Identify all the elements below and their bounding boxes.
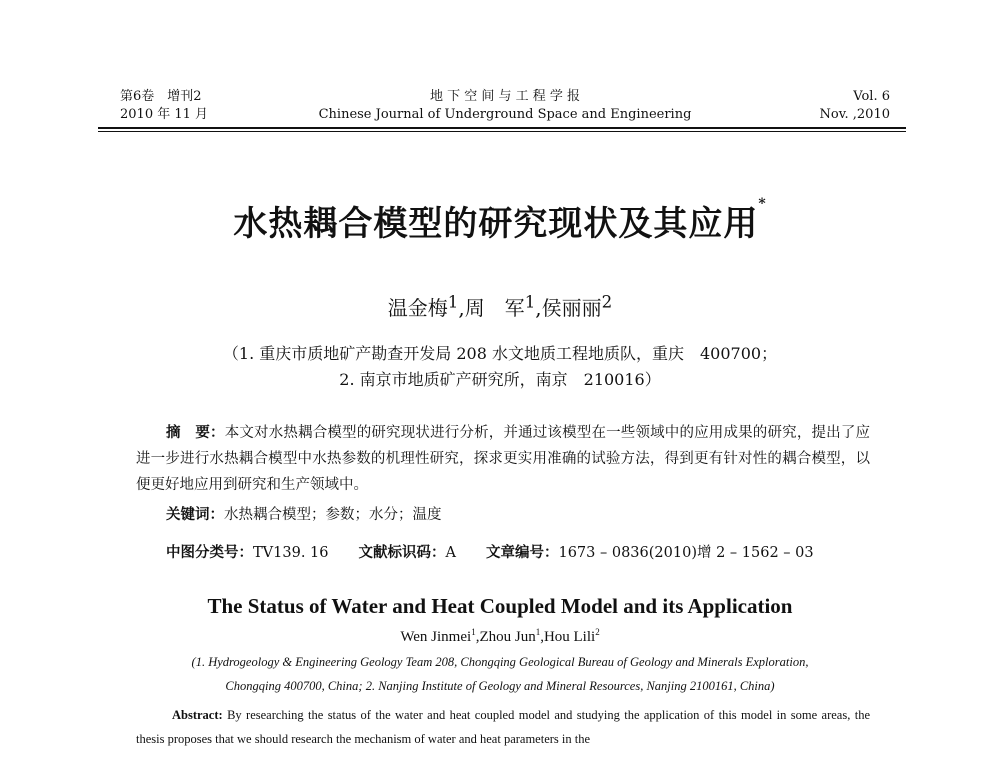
author-list-en: Wen Jinmei$^1$,Zhou Jun$^1$,Hou Lili$^2$ (400, 627, 600, 645)
clc-label: 中图分类号： (166, 544, 253, 561)
author-2: 周 军 (464, 296, 525, 320)
article-no-label: 文章编号： (485, 544, 559, 561)
author-1: 温金梅 (387, 296, 448, 320)
abstract-cn-text: 本文对水热耦合模型的研究现状进行分析，并通过该模型在一些领域中的应用成果的研究，提出了应进一步进行水热耦合模型中水热参数的机理性研究，探求更实用准确的试验方法，得到更有针对性的耦合模型，以便更好地应用到研究和生产领域中。 (136, 425, 871, 493)
affiliation-en-line-2: Chongqing 400700, China; 2. Nanjing Institute of Geology and Mineral Resources, Nanjing 2100161, China) (225, 679, 775, 693)
affiliation-line-1: （1. 重庆市质地矿产勘查开发局 208 水文地质工程地质队，重庆 400700； (222, 344, 778, 363)
paper-title-cn (0, 196, 1000, 245)
classification-line (166, 541, 814, 562)
author-3-aff: 2 (601, 292, 613, 312)
affiliation-en-line-1: (1. Hydrogeology & Engineering Geology Team 208, Chongqing Geological Bureau of Geology and Minerals Exploration, (191, 655, 809, 669)
keywords-text: 水热耦合模型；参数；水分；温度 (224, 507, 442, 523)
author-list-cn: 温金梅$^1$,周 军$^1$,侯丽丽$^2$ (387, 292, 613, 320)
header-journal-cn: 地 下 空 间 与 工 程 学 报 (429, 89, 581, 104)
author-1-aff: 1 (447, 292, 459, 312)
author-en-2: Zhou Jun (479, 629, 536, 645)
article-no-value: 1673 – 0836(2010)增 2 – 1562 – 03 (558, 545, 814, 561)
author-en-3: Hou Lili (543, 629, 596, 645)
title-footnote-mark: * (758, 196, 767, 212)
header-journal-en: Chinese Journal of Underground Space and Engineering (318, 107, 692, 122)
keywords-label: 关键词： (166, 506, 224, 523)
clc-value: TV139. 16 (253, 545, 329, 561)
paper-title-en: The Status of Water and Heat Coupled Model and its Application (207, 594, 793, 618)
doc-code-value: A (445, 545, 456, 561)
header-date-en: Nov. ,2010 (819, 107, 890, 122)
header-rule-thin (98, 131, 906, 132)
header-vol-en: Vol. 6 (853, 89, 890, 104)
header-journal-name (120, 88, 890, 124)
abstract-cn-label: 摘 要： (166, 424, 225, 441)
author-en-1-aff: 1 (471, 627, 476, 637)
header-date: 2010 年 11 月 (120, 107, 209, 122)
header-volume-en-info (820, 88, 890, 124)
keywords-cn (166, 503, 442, 524)
author-3: 侯丽丽 (541, 296, 602, 320)
author-en-2-aff: 1 (535, 627, 541, 637)
abstract-en (136, 703, 870, 751)
header-rule-thick (98, 127, 906, 129)
abstract-cn (136, 420, 870, 498)
doc-code-label: 文献标识码： (358, 544, 446, 561)
author-2-aff: 1 (524, 292, 536, 312)
paper-title-text: 水热耦合模型的研究现状及其应用 (233, 204, 759, 244)
author-en-3-aff: 2 (595, 627, 600, 637)
abstract-en-label: Abstract: (172, 708, 223, 722)
affiliation-line-2: 2. 南京市地质矿产研究所，南京 210016） (339, 370, 661, 389)
author-en-1: Wen Jinmei (400, 629, 472, 645)
header-volume: 第6卷 增刊2 (120, 89, 202, 104)
abstract-en-text: By researching the status of the water and heat coupled model and studying the application of this model in some areas, the thesis proposes that we should research the mechanism of water and heat parameters in the (136, 708, 870, 746)
journal-header (120, 88, 890, 128)
